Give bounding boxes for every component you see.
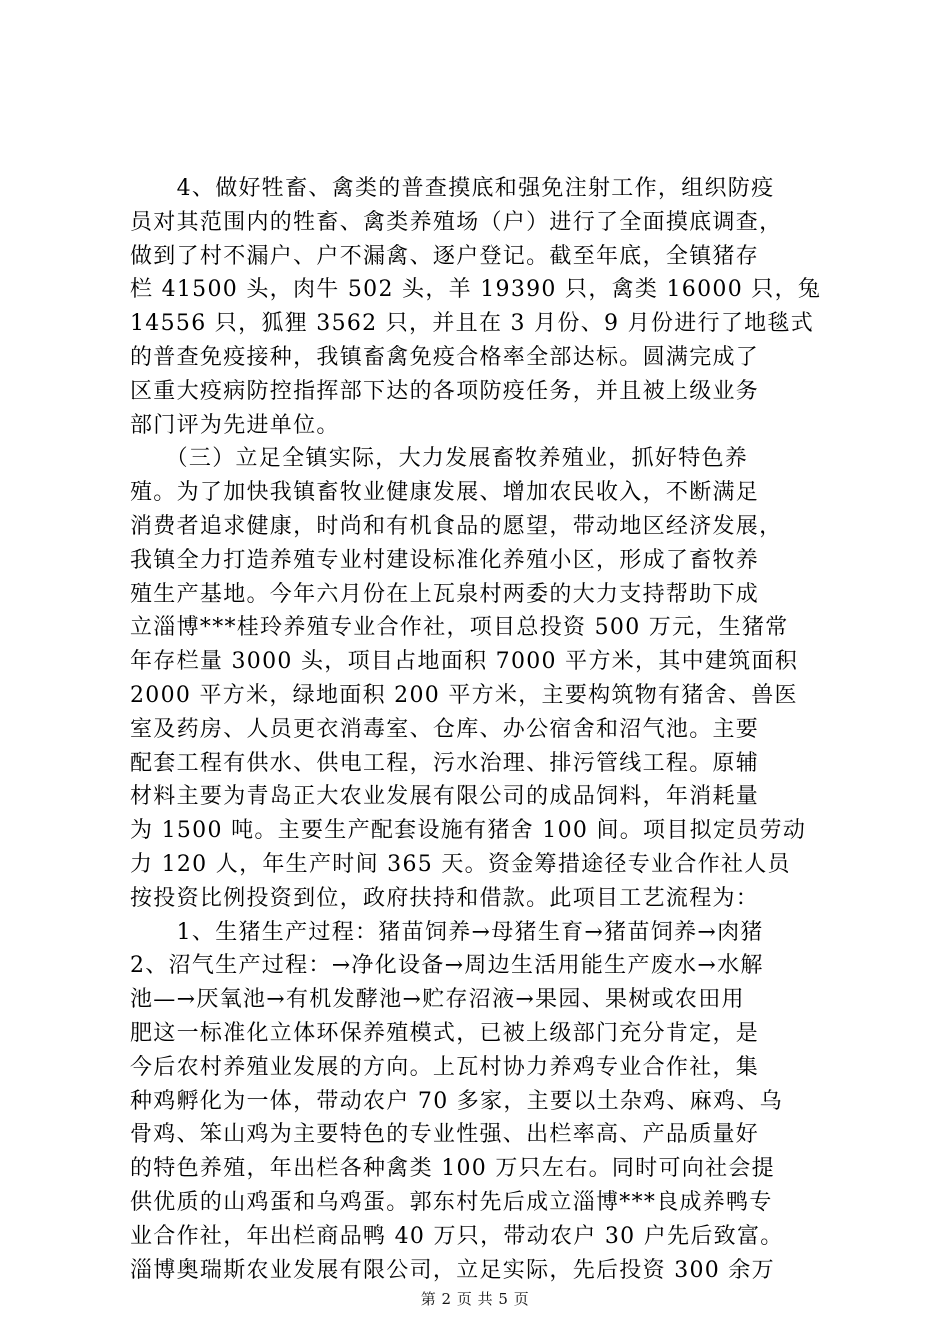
text-line: 的普查免疫接种，我镇畜禽免疫合格率全部达标。圆满完成了 bbox=[130, 344, 760, 370]
text-line: 区重大疫病防控指挥部下达的各项防疫任务，并且被上级业务 bbox=[130, 378, 760, 404]
text-line: 今后农村养殖业发展的方向。上瓦村协力养鸡专业合作社，集 bbox=[130, 1054, 760, 1080]
text-line: 种鸡孵化为一体，带动农户 70 多家，主要以土杂鸡、麻鸡、乌 bbox=[130, 1088, 783, 1114]
text-line: 14556 只，狐狸 3562 只，并且在 3 月份、9 月份进行了地毯式 bbox=[130, 311, 815, 337]
text-line: 业合作社，年出栏商品鸭 40 万只，带动农户 30 户先后致富。 bbox=[130, 1223, 784, 1249]
text-line: 1、生猪生产过程：猪苗饲养→母猪生育→猪苗饲养→肉猪 bbox=[130, 919, 764, 945]
text-line: 殖。为了加快我镇畜牧业健康发展、增加农民收入，不断满足 bbox=[130, 480, 760, 506]
text-line: 骨鸡、笨山鸡为主要特色的专业性强、出栏率高、产品质量好 bbox=[130, 1122, 760, 1148]
text-line: 2000 平方米，绿地面积 200 平方米，主要构筑物有猪舍、兽医 bbox=[130, 682, 798, 708]
text-line: 肥这一标准化立体环保养殖模式，已被上级部门充分肯定，是 bbox=[130, 1020, 760, 1046]
text-line: 消费者追求健康，时尚和有机食品的愿望，带动地区经济发展， bbox=[130, 513, 783, 539]
text-line: 殖生产基地。今年六月份在上瓦泉村两委的大力支持帮助下成 bbox=[130, 581, 760, 607]
text-line: 栏 41500 头，肉牛 502 头，羊 19390 只，禽类 16000 只，兔 bbox=[130, 277, 822, 303]
page-number-footer: 第 2 页 共 5 页 bbox=[420, 1290, 530, 1308]
text-line: 部门评为先进单位。 bbox=[130, 412, 340, 438]
text-line: 按投资比例投资到位，政府扶持和借款。此项目工艺流程为： bbox=[130, 885, 760, 911]
text-line: 力 120 人，年生产时间 365 天。资金筹措途径专业合作社人员 bbox=[130, 851, 791, 877]
text-line: 员对其范围内的牲畜、禽类养殖场（户）进行了全面摸底调查， bbox=[130, 209, 783, 235]
text-line: 做到了村不漏户、户不漏禽、逐户登记。截至年底，全镇猪存 bbox=[130, 243, 760, 269]
text-line: 池—→厌氧池→有机发酵池→贮存沼液→果园、果树或农田用 bbox=[130, 987, 745, 1013]
text-line: 4、做好牲畜、禽类的普查摸底和强免注射工作，组织防疫 bbox=[130, 176, 775, 201]
text-line: 淄博奥瑞斯农业发展有限公司，立足实际，先后投资 300 余万 bbox=[130, 1257, 775, 1283]
text-line: 我镇全力打造养殖专业村建设标准化养殖小区，形成了畜牧养 bbox=[130, 547, 760, 573]
text-line: 立淄博***桂玲养殖专业合作社，项目总投资 500 万元，生猪常 bbox=[130, 615, 789, 641]
body-text bbox=[130, 172, 830, 1287]
text-line: 年存栏量 3000 头，项目占地面积 7000 平方米，其中建筑面积 bbox=[130, 649, 799, 675]
text-line: 室及药房、人员更衣消毒室、仓库、办公宿舍和沼气池。主要 bbox=[130, 716, 760, 742]
text-line: 配套工程有供水、供电工程，污水治理、排污管线工程。原辅 bbox=[130, 750, 760, 776]
text-line: 2、沼气生产过程：→净化设备→周边生活用能生产废水→水解 bbox=[130, 953, 764, 979]
text-line: 的特色养殖，年出栏各种禽类 100 万只左右。同时可向社会提 bbox=[130, 1156, 775, 1182]
text-line: 供优质的山鸡蛋和乌鸡蛋。郭东村先后成立淄博***良成养鸭专 bbox=[130, 1189, 773, 1215]
text-line: 为 1500 吨。主要生产配套设施有猪舍 100 间。项目拟定员劳动 bbox=[130, 818, 807, 844]
text-line: （三）立足全镇实际，大力发展畜牧养殖业，抓好特色养 bbox=[130, 446, 749, 472]
text-line: 材料主要为青岛正大农业发展有限公司的成品饲料，年消耗量 bbox=[130, 784, 760, 810]
